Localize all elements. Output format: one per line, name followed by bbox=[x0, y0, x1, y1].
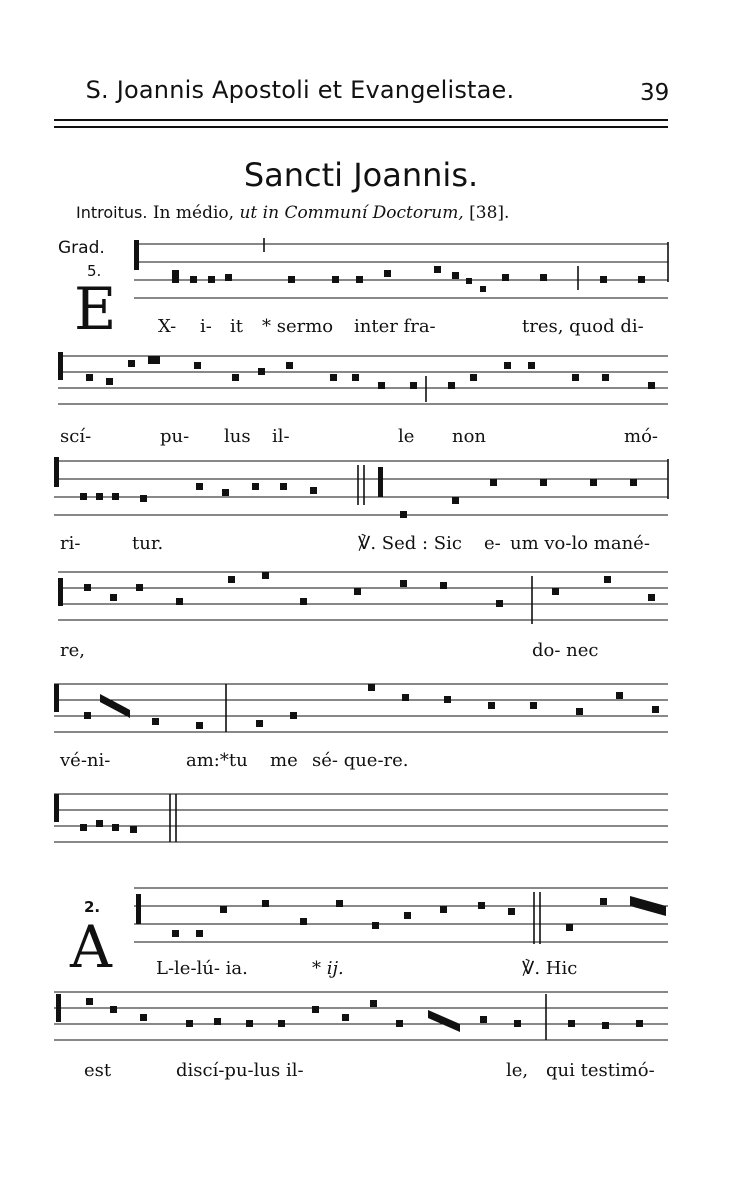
running-header-title: S. Joannis Apostoli et Evangelistae. bbox=[85, 76, 515, 104]
lyric-syllable: non bbox=[452, 426, 487, 447]
introit-line bbox=[76, 203, 509, 223]
lyric-syllable: inter fra- bbox=[354, 316, 436, 337]
lyric-syllable: re, bbox=[60, 640, 85, 661]
lyric-syllable: discí-pu-lus il- bbox=[176, 1060, 304, 1081]
header-rule-top bbox=[54, 119, 668, 121]
lyric-syllable: do- nec bbox=[532, 640, 599, 661]
lyric-syllable: me bbox=[270, 750, 298, 771]
header-rule-bottom bbox=[54, 126, 668, 128]
lyric-syllable: * sermo bbox=[262, 316, 334, 337]
lyric-syllable: i- bbox=[200, 316, 212, 337]
introit-label: Introitus. bbox=[76, 203, 148, 222]
lyric-syllable: tur. bbox=[132, 533, 164, 554]
lyric-syllable: sé- que-re. bbox=[312, 750, 409, 771]
staff-1 bbox=[0, 238, 753, 308]
alleluia-initial: A bbox=[70, 913, 112, 981]
lyric-syllable: il- bbox=[272, 426, 290, 447]
lyric-syllable: est bbox=[84, 1060, 112, 1081]
chant-title: Sancti Joannis. bbox=[243, 156, 479, 194]
lyric-syllable: ri- bbox=[60, 533, 81, 554]
lyric-syllable: um vo-lo mané- bbox=[510, 533, 650, 554]
lyric-syllable: ℣. Hic bbox=[522, 958, 578, 979]
introit-text: In médio, bbox=[152, 203, 235, 223]
lyric-syllable: le bbox=[398, 426, 415, 447]
lyric-syllable: X- bbox=[158, 316, 177, 337]
lyric-syllable: scí- bbox=[60, 426, 92, 447]
staff-5 bbox=[0, 680, 753, 740]
lyric-syllable: L-le-lú- ia. bbox=[156, 958, 248, 979]
lyric-syllable: tres, quod di- bbox=[522, 316, 644, 337]
introit-italic-text: ut in Communí Doctorum, bbox=[239, 203, 464, 223]
staff-4 bbox=[0, 568, 753, 628]
lyric-syllable: it bbox=[230, 316, 243, 337]
staff-7 bbox=[0, 882, 753, 952]
page-number: 39 bbox=[640, 80, 670, 106]
lyric-syllable: * ij. bbox=[312, 958, 344, 979]
gradual-initial: E bbox=[74, 275, 117, 343]
staff-3 bbox=[0, 455, 753, 525]
gradual-label: Grad. bbox=[58, 238, 105, 258]
gradual-mode: 5. bbox=[87, 262, 102, 280]
lyric-syllable: am:*tu bbox=[186, 750, 248, 771]
lyric-syllable: mó- bbox=[624, 426, 658, 447]
staff-6 bbox=[0, 790, 753, 850]
alleluia-mode: 2. bbox=[84, 898, 101, 916]
lyric-syllable: ℣. Sed : Sic bbox=[358, 533, 462, 554]
lyric-syllable: qui testimó- bbox=[546, 1060, 655, 1081]
introit-reference: [38]. bbox=[469, 203, 510, 223]
lyric-syllable: lus bbox=[224, 426, 251, 447]
staff-8 bbox=[0, 988, 753, 1048]
lyric-syllable: le, bbox=[506, 1060, 529, 1081]
lyric-syllable: e- bbox=[484, 533, 501, 554]
staff-2 bbox=[0, 352, 753, 412]
lyric-syllable: pu- bbox=[160, 426, 190, 447]
lyric-syllable: vé-ni- bbox=[60, 750, 111, 771]
